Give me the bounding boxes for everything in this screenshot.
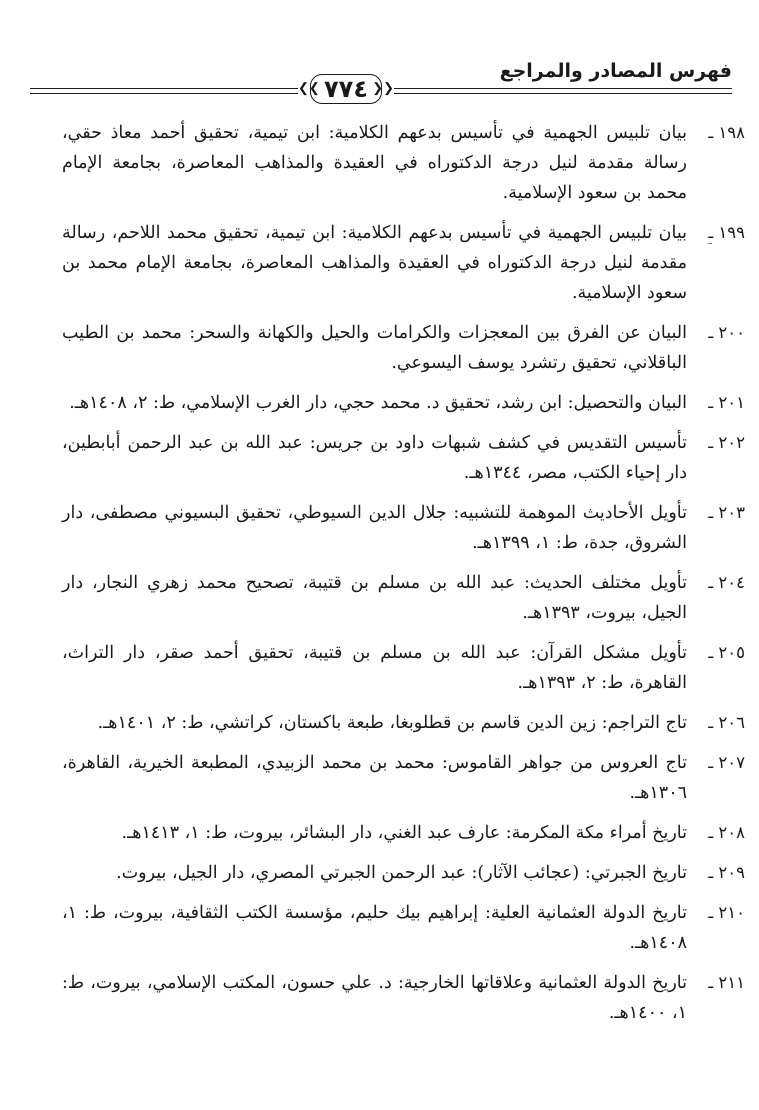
ornament-right-icon: ❯❯: [372, 81, 394, 96]
entry-text: تاريخ الدولة العثمانية وعلاقاتها الخارجية: د. علي حسون، المكتب الإسلامي، بيروت، ط: ١، ١٤٠٠هـ.: [62, 973, 687, 1023]
bibliography-entry: [62, 428, 745, 488]
bibliography-entry: [62, 818, 745, 848]
entry-number: ١٩٩ ـ: [708, 223, 745, 242]
entry-number: ٢٠٠ ـ: [708, 323, 745, 342]
bibliography-entry: [62, 858, 745, 888]
entry-number: ٢٠٢ ـ: [708, 433, 745, 452]
running-title: فهرس المصادر والمراجع: [499, 60, 732, 82]
bibliography-entry: [62, 968, 745, 1028]
entry-number: ٢٠٨ ـ: [708, 823, 745, 842]
entry-number: ٢٠٧ ـ: [708, 753, 745, 772]
bibliography-entry: [62, 388, 745, 418]
entry-text: تأويل الأحاديث الموهمة للتشبيه: جلال الدين السيوطي، تحقيق البسيوني مصطفى، دار الشروق، جدة، ط: ١، ١٣٩٩هـ.: [62, 503, 687, 553]
entry-text: تاريخ الدولة العثمانية العلية: إبراهيم بيك حليم، مؤسسة الكتب الثقافية، بيروت، ط: ١، ١٤٠٨هـ.: [62, 903, 687, 953]
entry-text: تأسيس التقديس في كشف شبهات داود بن جريس: عبد الله بن عبد الرحمن أبابطين، دار إحياء الكتب، مصر، ١٣٤٤هـ.: [62, 433, 687, 483]
bibliography-entry: [62, 898, 745, 958]
bibliography-entry: [62, 568, 745, 628]
bibliography-entry: [62, 638, 745, 698]
bibliography-entry: [62, 318, 745, 378]
entry-number: ٢٠٥ ـ: [708, 643, 745, 662]
entry-text: تاريخ الجبرتي: (عجائب الآثار): عبد الرحمن الجبرتي المصري، دار الجيل، بيروت.: [116, 863, 687, 883]
entry-text: تاج التراجم: زين الدين قاسم بن قطلوبغا، طبعة باكستان، كراتشي، ط: ٢، ١٤٠١هـ.: [97, 713, 687, 733]
entry-text: تاريخ أمراء مكة المكرمة: عارف عبد الغني، دار البشائر، بيروت، ط: ١، ١٤١٣هـ.: [121, 823, 687, 843]
entry-text: تأويل مختلف الحديث: عبد الله بن مسلم بن قتيبة، تصحيح محمد زهري النجار، دار الجيل، بيروت، ١٣٩٣هـ.: [62, 573, 687, 623]
page-number-frame: [298, 70, 394, 108]
ornament-left-icon: ❮❮: [298, 81, 320, 96]
entry-number: ١٩٨ ـ: [708, 123, 745, 142]
entry-number: ٢٠٣ ـ: [708, 503, 745, 522]
entry-text: البيان والتحصيل: ابن رشد، تحقيق د. محمد حجي، دار الغرب الإسلامي، ط: ٢، ١٤٠٨هـ.: [69, 393, 687, 413]
bibliography-entry: [62, 218, 745, 308]
bibliography-list: [62, 118, 745, 1038]
entry-number: ٢٠٦ ـ: [708, 713, 745, 732]
entry-text: بيان تلبيس الجهمية في تأسيس بدعهم الكلامية: ابن تيمية، تحقيق محمد اللاحم، رسالة مقدمة لنيل درجة الدكتوراه في العقيدة والمذاهب المعاصرة، بجامعة الإمام محمد بن سعود الإسلامية.: [62, 223, 687, 303]
bibliography-entry: [62, 708, 745, 738]
entry-number: ٢١٠ ـ: [708, 903, 745, 922]
bibliography-entry: [62, 498, 745, 558]
entry-text: تأويل مشكل القرآن: عبد الله بن مسلم بن قتيبة، تحقيق أحمد صقر، دار التراث، القاهرة، ط: ٢، ١٣٩٣هـ.: [62, 643, 687, 693]
page-number: ٧٧٤: [324, 75, 368, 103]
entry-number: ٢٠٤ ـ: [708, 573, 745, 592]
entry-number: ٢١١ ـ: [708, 973, 745, 992]
entry-number: ٢٠١ ـ: [708, 393, 745, 412]
bibliography-entry: [62, 748, 745, 808]
entry-text: بيان تلبيس الجهمية في تأسيس بدعهم الكلامية: ابن تيمية، تحقيق أحمد معاذ حقي، رسالة مقدمة لنيل درجة الدكتوراه في العقيدة والمذاهب المعاصرة، بجامعة الإمام محمد بن سعود الإسلامية.: [62, 123, 687, 203]
bibliography-entry: [62, 118, 745, 208]
entry-number: ٢٠٩ ـ: [708, 863, 745, 882]
entry-text: البيان عن الفرق بين المعجزات والكرامات والحيل والكهانة والسحر: محمد بن الطيب الباقلاني، تحقيق رتشرد يوسف اليسوعي.: [62, 323, 687, 373]
entry-text: تاج العروس من جواهر القاموس: محمد بن محمد الزبيدي، المطبعة الخيرية، القاهرة، ١٣٠٦هـ.: [62, 753, 687, 803]
page-header: [30, 62, 732, 114]
